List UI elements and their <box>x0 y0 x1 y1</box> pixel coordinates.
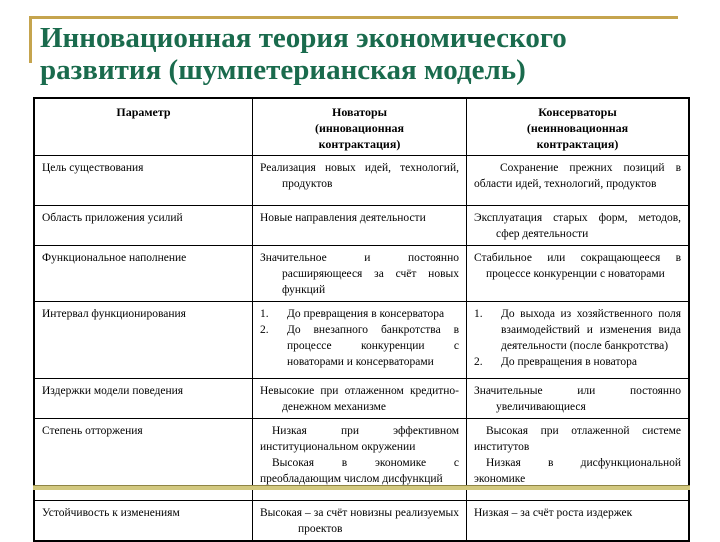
conservators-cell <box>466 246 688 301</box>
parameter-cell <box>35 246 252 301</box>
list-text: До превращения в новатора <box>501 356 637 368</box>
numbered-list <box>260 306 459 370</box>
list-number: 2. <box>474 356 483 368</box>
list-number: 1. <box>260 308 269 320</box>
bottom-accent-line <box>33 485 690 490</box>
conservators-cell <box>466 302 688 378</box>
table-header-row <box>35 99 688 156</box>
cell-paragraph: Значительные или постоянно увеличивающиеся <box>474 385 681 413</box>
cell-paragraph: Высокая при отлаженной системе институтов <box>474 425 681 453</box>
top-accent-line <box>30 16 678 19</box>
list-text: До выхода из хозяйственного поля взаимодействий и изменения вида деятельности (после банкротства) <box>501 308 681 352</box>
parameter-label: Функциональное наполнение <box>42 252 187 264</box>
header-cell-parameter <box>35 99 252 155</box>
cell-paragraph: Стабильное или сокращающееся в процессе конкуренции с новаторами <box>474 252 681 280</box>
numbered-list <box>474 306 681 370</box>
table-row <box>35 206 688 246</box>
cell-paragraph: Эксплуатация старых форм, методов, сфер деятельности <box>474 212 681 240</box>
header-cell-novators <box>252 99 466 155</box>
table-row <box>35 156 688 206</box>
cell-paragraph: Низкая в дисфункциональной экономике <box>474 457 681 485</box>
header-novators-subtitle-line1: (инновационная <box>314 121 405 135</box>
cell-paragraph: Реализация новых идей, технологий, продуктов <box>260 162 459 190</box>
list-number: 1. <box>474 308 483 320</box>
list-item <box>260 306 459 322</box>
conservators-cell <box>466 156 688 205</box>
cell-paragraph: Низкая при эффективном институциональном окружении <box>260 425 459 453</box>
novators-cell <box>252 156 466 205</box>
parameter-label: Область приложения усилий <box>42 212 183 224</box>
conservators-cell <box>466 501 688 540</box>
header-conservators-subtitle-line1: (неинновационная <box>526 121 629 135</box>
parameter-label: Издержки модели поведения <box>42 385 184 397</box>
header-conservators-title: Консерваторы <box>538 105 617 119</box>
header-parameter-label: Параметр <box>116 105 171 119</box>
parameter-cell <box>35 156 252 205</box>
cell-paragraph: Низкая – за счёт роста издержек <box>474 507 633 519</box>
parameter-label: Степень отторжения <box>42 425 143 437</box>
parameter-cell <box>35 206 252 245</box>
list-number: 2. <box>260 324 269 336</box>
slide-title <box>40 22 690 86</box>
table-row <box>35 501 688 540</box>
cell-paragraph: Невысокие при отлаженном кредитно-денежном механизме <box>260 385 459 413</box>
novators-cell <box>252 379 466 418</box>
novators-cell <box>252 501 466 540</box>
list-item <box>474 354 681 370</box>
novators-cell <box>252 206 466 245</box>
parameter-label: Устойчивость к изменениям <box>42 507 180 519</box>
conservators-cell <box>466 379 688 418</box>
comparison-table <box>33 97 690 542</box>
cell-paragraph: Значительное и постоянно расширяющееся за счёт новых функций <box>260 252 459 296</box>
list-text: До внезапного банкротства в процессе конкуренции с новаторами и консерваторами <box>287 324 459 368</box>
table-body <box>35 156 688 540</box>
list-item <box>474 306 681 354</box>
header-novators-title: Новаторы <box>332 105 387 119</box>
list-item <box>260 322 459 370</box>
parameter-label: Интервал функционирования <box>42 308 186 320</box>
parameter-cell <box>35 302 252 378</box>
novators-cell <box>252 302 466 378</box>
parameter-cell <box>35 501 252 540</box>
cell-paragraph: Высокая – за счёт новизны реализуемых проектов <box>260 507 459 535</box>
title-line-1: Инновационная теория экономического <box>40 22 567 54</box>
header-conservators-subtitle-line2: контрактация) <box>536 137 619 151</box>
conservators-cell <box>466 206 688 245</box>
parameter-cell <box>35 379 252 418</box>
header-cell-conservators <box>466 99 688 155</box>
parameter-label: Цель существования <box>42 162 144 174</box>
cell-paragraph: Высокая в экономике с преобладающим числом дисфункций <box>260 457 459 485</box>
novators-cell <box>252 246 466 301</box>
list-text: До превращения в консерватора <box>287 308 445 320</box>
header-novators-subtitle-line2: контрактация) <box>318 137 401 151</box>
table-row <box>35 246 688 302</box>
title-line-2: развития (шумпетерианская модель) <box>40 54 526 86</box>
left-accent-line <box>29 16 32 63</box>
cell-paragraph: Сохранение прежних позиций в области идей, технологий, продуктов <box>474 162 681 190</box>
cell-paragraph: Новые направления деятельности <box>260 212 426 224</box>
table-row <box>35 379 688 419</box>
table-row <box>35 302 688 379</box>
